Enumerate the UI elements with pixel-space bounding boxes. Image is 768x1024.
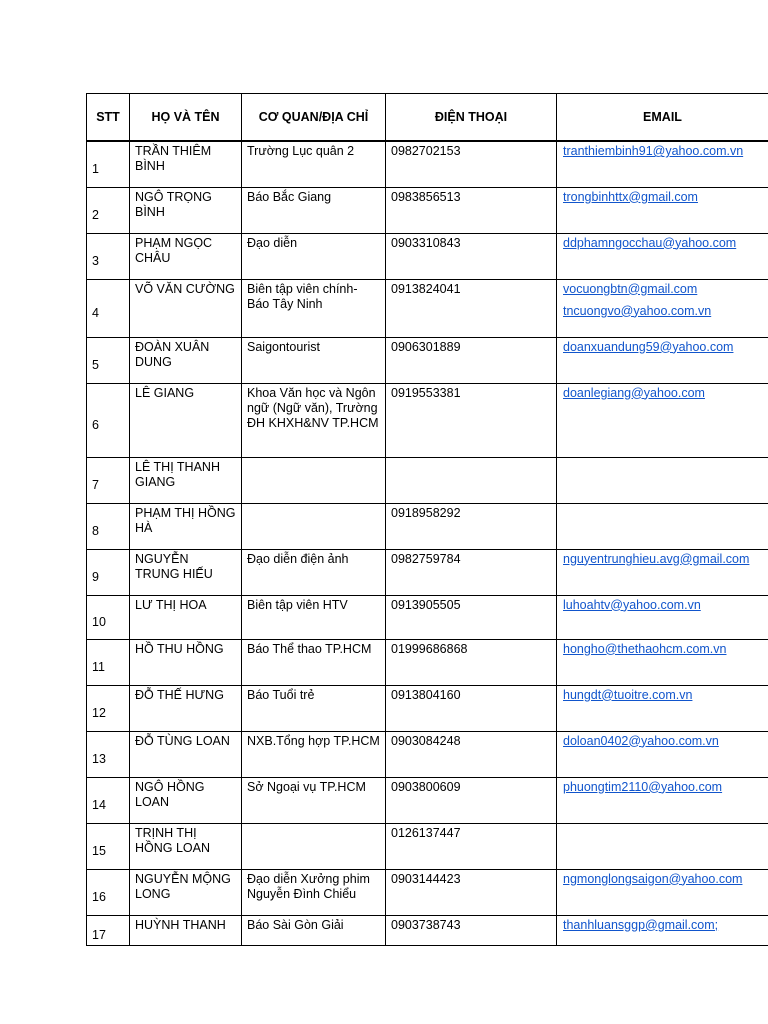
table-row (87, 595, 768, 639)
cell-stt: 1 (87, 141, 130, 187)
cell-name: NGÔ TRỌNG BÌNH (130, 187, 242, 233)
cell-name: VÕ VĂN CƯỜNG (130, 279, 242, 337)
cell-phone: 0913804160 (386, 685, 557, 731)
cell-organization: Biên tập viên HTV (242, 595, 386, 639)
table-row (87, 639, 768, 685)
cell-email (557, 141, 768, 187)
cell-phone: 0126137447 (386, 823, 557, 869)
cell-email (557, 595, 768, 639)
cell-phone: 0903084248 (386, 731, 557, 777)
cell-stt: 2 (87, 187, 130, 233)
table-row (87, 549, 768, 595)
cell-email (557, 503, 768, 549)
table-row (87, 457, 768, 503)
cell-organization: Sở Ngoại vụ TP.HCM (242, 777, 386, 823)
cell-stt: 10 (87, 595, 130, 639)
email-link[interactable]: luhoahtv@yahoo.com.vn (563, 597, 701, 612)
cell-organization: Báo Thể thao TP.HCM (242, 639, 386, 685)
header-row (87, 94, 768, 142)
cell-email (557, 823, 768, 869)
cell-organization: Báo Tuổi trẻ (242, 685, 386, 731)
email-link[interactable]: tncuongvo@yahoo.com.vn (563, 303, 712, 318)
email-link[interactable]: phuongtim2110@yahoo.com (563, 779, 723, 794)
cell-email (557, 187, 768, 233)
cell-stt: 15 (87, 823, 130, 869)
table-row (87, 915, 768, 945)
email-link[interactable]: hongho@thethaohcm.com.vn (563, 641, 727, 656)
cell-phone (386, 457, 557, 503)
table-row (87, 141, 768, 187)
email-link[interactable]: tranthiembinh91@yahoo.com.vn (563, 144, 744, 158)
table-row (87, 731, 768, 777)
contact-table (86, 93, 768, 946)
cell-name: TRỊNH THỊ HỒNG LOAN (130, 823, 242, 869)
cell-name: PHẠM THỊ HỒNG HÀ (130, 503, 242, 549)
header-email: EMAIL (557, 94, 768, 142)
email-link[interactable]: doanxuandung59@yahoo.com (563, 339, 734, 354)
table-row (87, 685, 768, 731)
cell-organization: Báo Sài Gòn Giải (242, 915, 386, 945)
cell-stt: 12 (87, 685, 130, 731)
cell-organization: Trường Lục quân 2 (242, 141, 386, 187)
cell-name: NGUYỄN TRUNG HIẾU (130, 549, 242, 595)
cell-phone: 0903144423 (386, 869, 557, 915)
cell-stt: 13 (87, 731, 130, 777)
cell-organization (242, 503, 386, 549)
email-link[interactable]: ddphamngocchau@yahoo.com (563, 235, 737, 250)
cell-name: HUỲNH THANH (130, 915, 242, 945)
cell-stt: 17 (87, 915, 130, 945)
table-row (87, 383, 768, 457)
cell-organization (242, 457, 386, 503)
cell-name: LÊ THỊ THANH GIANG (130, 457, 242, 503)
cell-stt: 7 (87, 457, 130, 503)
cell-phone: 0983856513 (386, 187, 557, 233)
cell-name: NGUYỄN MỘNG LONG (130, 869, 242, 915)
cell-email (557, 233, 768, 279)
cell-email (557, 685, 768, 731)
cell-stt: 16 (87, 869, 130, 915)
cell-organization: Đạo diễn Xưởng phim Nguyễn Đình Chiểu (242, 869, 386, 915)
cell-organization: Khoa Văn học và Ngôn ngữ (Ngữ văn), Trường ĐH KHXH&NV TP.HCM (242, 383, 386, 457)
cell-organization: Đạo diễn (242, 233, 386, 279)
cell-name: ĐOÀN XUÂN DUNG (130, 337, 242, 383)
cell-organization (242, 823, 386, 869)
table-row (87, 279, 768, 337)
header-stt: STT (87, 94, 130, 142)
cell-email (557, 869, 768, 915)
cell-stt: 14 (87, 777, 130, 823)
cell-name: LƯ THỊ HOA (130, 595, 242, 639)
cell-email (557, 915, 768, 945)
cell-name: ĐỖ TÙNG LOAN (130, 731, 242, 777)
cell-stt: 6 (87, 383, 130, 457)
email-link[interactable]: nguyentrunghieu.avg@gmail.com (563, 551, 750, 566)
cell-name: PHẠM NGỌC CHÂU (130, 233, 242, 279)
table-row (87, 777, 768, 823)
header-name: HỌ VÀ TÊN (130, 94, 242, 142)
cell-phone: 01999686868 (386, 639, 557, 685)
email-link[interactable]: trongbinhttx@gmail.com (563, 189, 698, 204)
table-body (87, 141, 768, 945)
table-row (87, 869, 768, 915)
cell-stt: 9 (87, 549, 130, 595)
cell-phone: 0918958292 (386, 503, 557, 549)
cell-email (557, 777, 768, 823)
email-link[interactable]: doloan0402@yahoo.com.vn (563, 733, 719, 748)
cell-phone: 0982759784 (386, 549, 557, 595)
cell-organization: NXB.Tổng hợp TP.HCM (242, 731, 386, 777)
cell-phone: 0982702153 (386, 141, 557, 187)
table-row (87, 823, 768, 869)
cell-phone: 0903310843 (386, 233, 557, 279)
cell-email (557, 457, 768, 503)
cell-phone: 0903800609 (386, 777, 557, 823)
header-organization: CƠ QUAN/ĐỊA CHỈ (242, 94, 386, 142)
cell-organization: Đạo diễn điện ảnh (242, 549, 386, 595)
cell-name: HỒ THU HỒNG (130, 639, 242, 685)
cell-phone: 0913824041 (386, 279, 557, 337)
cell-stt: 3 (87, 233, 130, 279)
cell-phone: 0919553381 (386, 383, 557, 457)
cell-email (557, 383, 768, 457)
email-link[interactable]: ngmonglongsaigon@yahoo.com (563, 871, 743, 886)
cell-name: TRẦN THIÊM BÌNH (130, 141, 242, 187)
header-phone: ĐIỆN THOẠI (386, 94, 557, 142)
cell-stt: 4 (87, 279, 130, 337)
cell-email (557, 639, 768, 685)
cell-email (557, 549, 768, 595)
table-row (87, 233, 768, 279)
cell-phone: 0903738743 (386, 915, 557, 945)
cell-organization: Biên tập viên chính- Báo Tây Ninh (242, 279, 386, 337)
email-link[interactable]: thanhluansggp@gmail.com; (563, 917, 719, 932)
email-link[interactable]: hungdt@tuoitre.com.vn (563, 687, 693, 702)
cell-name: NGÔ HỒNG LOAN (130, 777, 242, 823)
cell-stt: 11 (87, 639, 130, 685)
cell-email (557, 279, 768, 337)
cell-organization: Báo Bắc Giang (242, 187, 386, 233)
table-row (87, 187, 768, 233)
cell-stt: 8 (87, 503, 130, 549)
email-link[interactable]: doanlegiang@yahoo.com (563, 385, 705, 400)
document-page (86, 93, 768, 946)
cell-email (557, 731, 768, 777)
table-row (87, 503, 768, 549)
email-link[interactable]: vocuongbtn@gmail.com (563, 281, 698, 296)
cell-stt: 5 (87, 337, 130, 383)
cell-name: ĐỖ THẾ HƯNG (130, 685, 242, 731)
cell-email (557, 337, 768, 383)
cell-name: LÊ GIANG (130, 383, 242, 457)
cell-organization: Saigontourist (242, 337, 386, 383)
cell-phone: 0906301889 (386, 337, 557, 383)
cell-phone: 0913905505 (386, 595, 557, 639)
table-row (87, 337, 768, 383)
